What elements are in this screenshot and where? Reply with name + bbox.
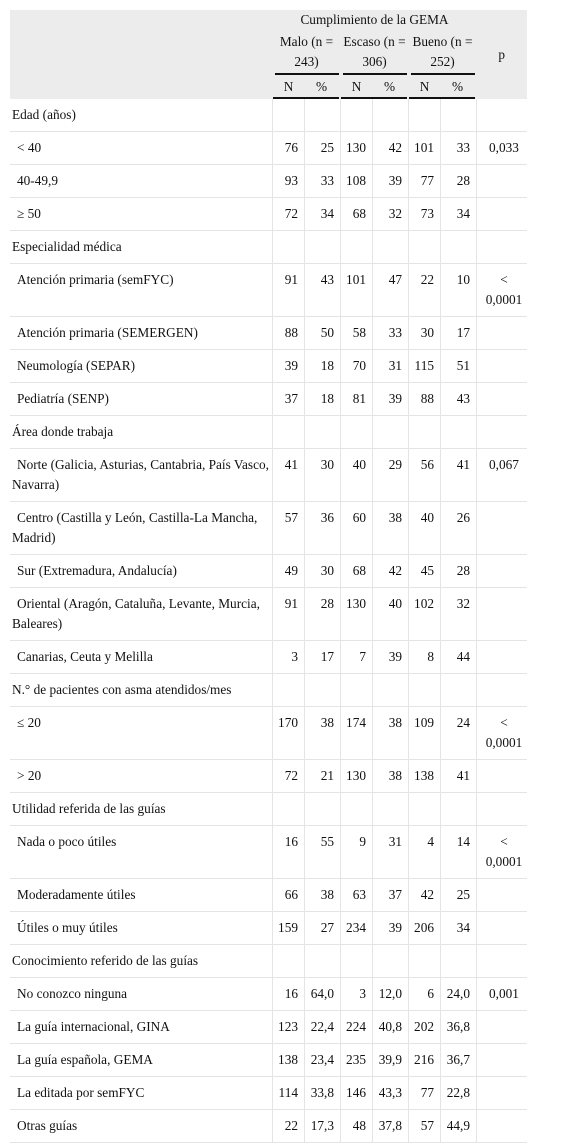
escaso-n-cell: 9 [341,826,373,879]
escaso-n-cell: 108 [341,165,373,198]
empty-cell [409,945,441,978]
empty-cell [409,416,441,449]
bueno-n-cell: 73 [409,198,441,231]
escaso-n-cell: 68 [341,555,373,588]
row-label: ≥ 50 [17,206,41,221]
p-value-cell: 0,001 [477,978,528,1011]
bueno-n-cell: 88 [409,383,441,416]
bueno-pct-cell: 28 [441,555,477,588]
section-row [10,416,527,449]
empty-cell [305,793,341,826]
bueno-pct-cell: 44,9 [441,1110,477,1143]
bueno-pct-cell: 32 [441,588,477,641]
empty-cell [305,231,341,264]
bueno-pct-cell: 24 [441,707,477,760]
empty-cell [341,416,373,449]
table-row [10,132,527,165]
p-value-cell [477,198,528,231]
malo-pct-cell: 38 [305,879,341,912]
empty-cell [373,99,409,132]
row-label: Oriental (Aragón, Cataluña, Levante, Murcia, Baleares) [12,596,260,631]
table-row [10,1110,527,1143]
bueno-pct-cell: 43 [441,383,477,416]
escaso-pct-cell: 40 [373,588,409,641]
row-label-cell [10,1044,273,1077]
malo-pct-cell: 55 [305,826,341,879]
empty-cell [409,793,441,826]
empty-cell [373,793,409,826]
section-row [10,945,527,978]
p-value-cell: 0,033 [477,132,528,165]
row-label-cell [10,317,273,350]
p-value-cell [477,1011,528,1044]
malo-n-header [273,75,305,99]
row-label-cell [10,198,273,231]
section-label: Área donde trabaja [10,416,273,449]
escaso-header-label: Escaso (n = 306) [343,32,407,75]
empty-cell [305,945,341,978]
escaso-n-cell: 146 [341,1077,373,1110]
malo-pct-cell: 25 [305,132,341,165]
escaso-pct-cell: 42 [373,555,409,588]
bueno-n-cell: 138 [409,760,441,793]
escaso-pct-cell: 33 [373,317,409,350]
table-body [10,99,527,1143]
empty-cell [409,99,441,132]
table-row [10,978,527,1011]
empty-cell [341,674,373,707]
empty-cell [409,674,441,707]
bueno-pct-cell: 34 [441,198,477,231]
escaso-pct-cell: 43,3 [373,1077,409,1110]
row-label: Sur (Extremadura, Andalucía) [17,563,177,578]
empty-cell [341,231,373,264]
malo-n-cell: 76 [273,132,305,165]
bueno-pct-cell: 10 [441,264,477,317]
escaso-n-cell: 235 [341,1044,373,1077]
escaso-n-cell: 234 [341,912,373,945]
bueno-n-cell: 6 [409,978,441,1011]
bueno-header [409,30,477,75]
row-label: Atención primaria (semFYC) [17,272,174,287]
row-label: Atención primaria (SEMERGEN) [17,325,198,340]
table-row [10,1011,527,1044]
p-value-cell [477,1044,528,1077]
empty-cell [441,99,477,132]
empty-cell [477,416,528,449]
malo-n-cell: 93 [273,165,305,198]
bueno-pct-cell: 26 [441,502,477,555]
section-row [10,231,527,264]
empty-cell [273,793,305,826]
malo-pct-cell: 22,4 [305,1011,341,1044]
row-label-cell [10,132,273,165]
escaso-pct-cell: 47 [373,264,409,317]
escaso-header [341,30,409,75]
table-header [10,10,527,99]
bueno-pct-cell: 22,8 [441,1077,477,1110]
p-value-cell [477,879,528,912]
malo-n-cell: 16 [273,978,305,1011]
escaso-pct-label: % [373,77,407,99]
escaso-n-header [341,75,373,99]
empty-cell [273,99,305,132]
escaso-pct-cell: 40,8 [373,1011,409,1044]
row-label: No conozco ninguna [17,986,128,1001]
escaso-n-cell: 48 [341,1110,373,1143]
escaso-n-cell: 60 [341,502,373,555]
p-value-cell: < 0,0001 [477,264,528,317]
escaso-n-cell: 130 [341,588,373,641]
row-label-cell [10,264,273,317]
bueno-n-cell: 8 [409,641,441,674]
bueno-pct-header [441,75,477,99]
escaso-pct-cell: 29 [373,449,409,502]
row-label-cell [10,555,273,588]
escaso-pct-cell: 42 [373,132,409,165]
escaso-n-cell: 130 [341,760,373,793]
row-label-cell [10,760,273,793]
bueno-n-cell: 40 [409,502,441,555]
escaso-pct-cell: 39 [373,641,409,674]
empty-cell [477,99,528,132]
empty-cell [305,99,341,132]
malo-n-cell: 72 [273,760,305,793]
header-blank-cell [10,10,273,99]
malo-n-label: N [273,77,305,99]
malo-pct-cell: 33 [305,165,341,198]
p-value-cell [477,502,528,555]
bueno-pct-cell: 28 [441,165,477,198]
malo-n-cell: 91 [273,264,305,317]
table-row [10,1077,527,1110]
malo-n-cell: 72 [273,198,305,231]
table-row [10,350,527,383]
empty-cell [477,674,528,707]
escaso-n-cell: 101 [341,264,373,317]
escaso-n-cell: 7 [341,641,373,674]
escaso-pct-cell: 31 [373,826,409,879]
row-label-cell [10,588,273,641]
malo-pct-cell: 33,8 [305,1077,341,1110]
p-value-cell [477,1110,528,1143]
row-label: Canarias, Ceuta y Melilla [17,649,153,664]
row-label: Neumología (SEPAR) [17,358,136,373]
p-value-cell [477,165,528,198]
row-label-cell [10,165,273,198]
empty-cell [441,945,477,978]
bueno-pct-cell: 14 [441,826,477,879]
escaso-n-cell: 174 [341,707,373,760]
malo-pct-label: % [305,77,339,99]
table-row [10,165,527,198]
malo-n-cell: 37 [273,383,305,416]
results-table [10,10,527,1143]
escaso-n-cell: 40 [341,449,373,502]
bueno-pct-cell: 51 [441,350,477,383]
bueno-n-cell: 4 [409,826,441,879]
table-row [10,264,527,317]
section-row [10,793,527,826]
escaso-pct-header [373,75,409,99]
row-label-cell [10,350,273,383]
row-label: > 20 [17,768,42,783]
escaso-n-cell: 63 [341,879,373,912]
bueno-n-cell: 45 [409,555,441,588]
p-value-cell [477,1077,528,1110]
empty-cell [373,674,409,707]
bueno-n-cell: 101 [409,132,441,165]
empty-cell [441,416,477,449]
bueno-n-cell: 206 [409,912,441,945]
p-value-cell [477,350,528,383]
p-value-cell [477,588,528,641]
p-header: p [477,10,528,99]
bueno-n-cell: 42 [409,879,441,912]
malo-n-cell: 16 [273,826,305,879]
row-label: La guía española, GEMA [17,1052,153,1067]
row-label: La editada por semFYC [17,1085,145,1100]
empty-cell [341,99,373,132]
malo-n-cell: 170 [273,707,305,760]
malo-header-label: Malo (n = 243) [275,32,339,75]
malo-pct-cell: 43 [305,264,341,317]
table-row [10,826,527,879]
section-row [10,674,527,707]
malo-n-cell: 123 [273,1011,305,1044]
empty-cell [273,231,305,264]
escaso-n-cell: 68 [341,198,373,231]
row-label: Otras guías [17,1118,78,1133]
malo-n-cell: 66 [273,879,305,912]
row-label: Centro (Castilla y León, Castilla-La Mancha, Madrid) [12,510,258,545]
escaso-n-cell: 81 [341,383,373,416]
row-label-cell [10,641,273,674]
malo-n-cell: 41 [273,449,305,502]
malo-n-cell: 39 [273,350,305,383]
malo-n-cell: 22 [273,1110,305,1143]
table-row [10,912,527,945]
bueno-pct-cell: 44 [441,641,477,674]
malo-pct-cell: 50 [305,317,341,350]
row-label-cell [10,978,273,1011]
row-label-cell [10,449,273,502]
row-label: La guía internacional, GINA [17,1019,170,1034]
malo-pct-cell: 64,0 [305,978,341,1011]
section-row [10,99,527,132]
escaso-pct-cell: 31 [373,350,409,383]
table-row [10,449,527,502]
bueno-pct-cell: 34 [441,912,477,945]
malo-pct-cell: 18 [305,383,341,416]
escaso-pct-cell: 12,0 [373,978,409,1011]
section-label: Conocimiento referido de las guías [10,945,273,978]
escaso-pct-cell: 37 [373,879,409,912]
escaso-pct-cell: 38 [373,760,409,793]
row-label: ≤ 20 [17,715,41,730]
malo-pct-cell: 21 [305,760,341,793]
row-label: < 40 [17,140,42,155]
bueno-n-cell: 30 [409,317,441,350]
malo-n-cell: 91 [273,588,305,641]
table-row [10,1044,527,1077]
escaso-n-cell: 3 [341,978,373,1011]
p-value-cell: < 0,0001 [477,826,528,879]
empty-cell [305,674,341,707]
empty-cell [373,945,409,978]
empty-cell [341,945,373,978]
row-label-cell [10,383,273,416]
bueno-n-cell: 202 [409,1011,441,1044]
p-value-cell [477,383,528,416]
row-label-cell [10,1011,273,1044]
p-value-cell [477,317,528,350]
bueno-n-cell: 109 [409,707,441,760]
section-label: Utilidad referida de las guías [10,793,273,826]
malo-pct-cell: 34 [305,198,341,231]
empty-cell [305,416,341,449]
table-row [10,641,527,674]
bueno-n-cell: 77 [409,165,441,198]
malo-pct-cell: 38 [305,707,341,760]
malo-n-cell: 159 [273,912,305,945]
table-row [10,317,527,350]
escaso-pct-cell: 39 [373,165,409,198]
malo-pct-cell: 23,4 [305,1044,341,1077]
bueno-n-cell: 57 [409,1110,441,1143]
row-label: Pediatría (SENP) [17,391,109,406]
bueno-pct-cell: 25 [441,879,477,912]
table-row [10,198,527,231]
escaso-pct-cell: 38 [373,502,409,555]
escaso-pct-cell: 38 [373,707,409,760]
malo-header [273,30,341,75]
malo-n-cell: 57 [273,502,305,555]
escaso-pct-cell: 37,8 [373,1110,409,1143]
bueno-n-cell: 77 [409,1077,441,1110]
malo-pct-cell: 30 [305,449,341,502]
section-label: N.° de pacientes con asma atendidos/mes [10,674,273,707]
row-label: Útiles o muy útiles [17,920,118,935]
bueno-n-cell: 22 [409,264,441,317]
table-row [10,555,527,588]
empty-cell [441,231,477,264]
table-row [10,707,527,760]
bueno-n-cell: 102 [409,588,441,641]
empty-cell [341,793,373,826]
row-label: Norte (Galicia, Asturias, Cantabria, País Vasco, Navarra) [12,457,269,492]
escaso-pct-cell: 39 [373,383,409,416]
row-label: 40-49,9 [17,173,58,188]
escaso-n-cell: 70 [341,350,373,383]
p-value-cell [477,555,528,588]
empty-cell [373,416,409,449]
malo-n-cell: 49 [273,555,305,588]
section-label: Edad (años) [10,99,273,132]
p-value-cell: 0,067 [477,449,528,502]
table-row [10,879,527,912]
bueno-pct-cell: 41 [441,760,477,793]
row-label-cell [10,912,273,945]
malo-n-cell: 3 [273,641,305,674]
empty-cell [477,231,528,264]
malo-pct-cell: 17,3 [305,1110,341,1143]
group-title: Cumplimiento de la GEMA [273,10,477,30]
row-label-cell [10,1110,273,1143]
bueno-n-cell: 56 [409,449,441,502]
bueno-pct-cell: 17 [441,317,477,350]
bueno-pct-cell: 36,7 [441,1044,477,1077]
bueno-n-header [409,75,441,99]
row-label: Nada o poco útiles [17,834,117,849]
escaso-n-cell: 130 [341,132,373,165]
bueno-header-label: Bueno (n = 252) [411,32,475,75]
malo-n-cell: 114 [273,1077,305,1110]
malo-pct-cell: 17 [305,641,341,674]
p-value-cell: < 0,0001 [477,707,528,760]
row-label-cell [10,502,273,555]
malo-pct-cell: 27 [305,912,341,945]
bueno-n-cell: 216 [409,1044,441,1077]
bueno-n-cell: 115 [409,350,441,383]
p-value-cell [477,912,528,945]
empty-cell [273,674,305,707]
table-row [10,383,527,416]
empty-cell [409,231,441,264]
row-label-cell [10,879,273,912]
escaso-pct-cell: 32 [373,198,409,231]
empty-cell [441,793,477,826]
empty-cell [441,674,477,707]
escaso-pct-cell: 39,9 [373,1044,409,1077]
row-label-cell [10,707,273,760]
escaso-pct-cell: 39 [373,912,409,945]
empty-cell [273,416,305,449]
escaso-n-label: N [341,77,373,99]
table-row [10,502,527,555]
empty-cell [477,793,528,826]
table-row [10,588,527,641]
empty-cell [373,231,409,264]
bueno-pct-cell: 36,8 [441,1011,477,1044]
malo-pct-cell: 36 [305,502,341,555]
row-label: Moderadamente útiles [17,887,136,902]
table-row [10,760,527,793]
empty-cell [477,945,528,978]
malo-pct-header [305,75,341,99]
empty-cell [273,945,305,978]
malo-n-cell: 88 [273,317,305,350]
bueno-pct-cell: 33 [441,132,477,165]
p-value-cell [477,641,528,674]
p-value-cell [477,760,528,793]
bueno-n-label: N [409,77,441,99]
row-label-cell [10,1077,273,1110]
bueno-pct-cell: 41 [441,449,477,502]
escaso-n-cell: 224 [341,1011,373,1044]
malo-pct-cell: 30 [305,555,341,588]
malo-pct-cell: 18 [305,350,341,383]
row-label-cell [10,826,273,879]
section-label: Especialidad médica [10,231,273,264]
bueno-pct-label: % [441,77,475,99]
bueno-pct-cell: 24,0 [441,978,477,1011]
malo-n-cell: 138 [273,1044,305,1077]
malo-pct-cell: 28 [305,588,341,641]
escaso-n-cell: 58 [341,317,373,350]
